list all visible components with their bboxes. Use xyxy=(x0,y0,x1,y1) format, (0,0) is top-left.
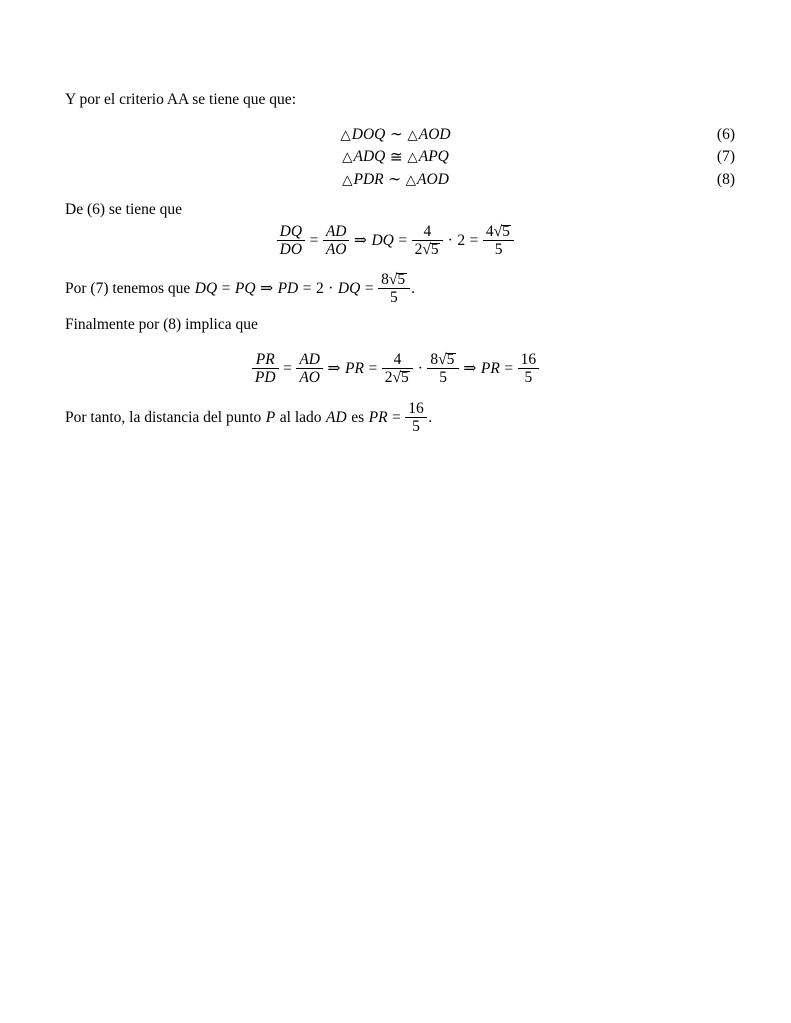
triangle-symbol: △ xyxy=(342,171,353,188)
variable-pr: PR xyxy=(345,360,364,377)
fraction-numerator xyxy=(378,271,410,288)
triangle-symbol: △ xyxy=(340,126,351,143)
equals-sign: = xyxy=(283,360,292,377)
coefficient: 2 xyxy=(384,369,393,386)
equals-sign: = xyxy=(392,409,401,426)
fraction-denominator: 5 xyxy=(483,240,515,258)
radicand: 5 xyxy=(502,223,510,240)
sqrt-radical xyxy=(494,223,512,240)
period: . xyxy=(411,280,415,297)
paragraph-text: Por (7) tenemos que xyxy=(65,280,191,297)
cdot-operator: · xyxy=(417,360,423,377)
portanto-paragraph xyxy=(65,398,432,437)
implies-arrow: ⇒ xyxy=(260,280,274,297)
similar-relation: ∼ xyxy=(388,171,402,189)
sqrt-radical xyxy=(422,241,440,258)
fraction-denominator: PD xyxy=(252,368,279,386)
numbered-equation-7 xyxy=(0,146,791,168)
equals-sign: = xyxy=(469,232,479,249)
fraction-numerator: 16 xyxy=(408,400,424,417)
radicand: 5 xyxy=(397,271,406,288)
equals-sign: = xyxy=(398,232,408,249)
fraction-pr-pd xyxy=(252,351,279,386)
fraction-numerator xyxy=(483,223,515,240)
paragraph-text: es xyxy=(351,409,365,426)
fraction-denominator: 5 xyxy=(405,417,427,435)
equals-sign: = xyxy=(368,360,378,377)
fraction-numerator: 4 xyxy=(423,223,432,240)
fraction-4sqrt5-over-5 xyxy=(483,223,515,258)
sqrt-radical xyxy=(438,351,456,368)
radicand: 5 xyxy=(430,241,439,258)
numbered-equation-8 xyxy=(0,169,791,191)
fraction-numerator: AD xyxy=(299,351,320,368)
variable-ad: AD xyxy=(326,409,347,426)
numbered-equation-6 xyxy=(0,124,791,146)
display-equation-pr xyxy=(0,348,791,389)
fraction-numerator: AD xyxy=(325,223,347,240)
equation-rhs xyxy=(406,170,449,190)
radical-sign-icon: √ xyxy=(388,271,398,288)
sqrt-radical xyxy=(389,271,407,288)
equation-lhs-letters: PDR xyxy=(353,170,384,188)
fraction-16-over-5 xyxy=(405,400,427,435)
fraction-denominator: AO xyxy=(296,368,323,386)
por7-paragraph xyxy=(65,268,415,309)
fraction-denominator: DO xyxy=(277,240,305,258)
fraction-8sqrt5-over-5 xyxy=(427,351,459,386)
variable-dq: DQ xyxy=(194,280,218,297)
variable-dq: DQ xyxy=(337,280,361,297)
equation-number: (8) xyxy=(716,170,735,188)
equation-lhs-letters: ADQ xyxy=(353,148,386,166)
equation-lhs xyxy=(340,125,385,145)
sqrt-radical xyxy=(392,369,410,386)
cdot-operator: · xyxy=(328,280,334,297)
similar-relation: ∼ xyxy=(389,126,403,144)
radical-sign-icon: √ xyxy=(493,223,503,240)
variable-dq: DQ xyxy=(371,232,394,249)
fraction-numerator: 4 xyxy=(393,351,402,368)
implies-arrow: ⇒ xyxy=(463,360,477,377)
radical-sign-icon: √ xyxy=(422,241,431,258)
fraction-numerator: PR xyxy=(255,351,275,368)
radicand: 5 xyxy=(400,369,409,386)
variable-pq: PQ xyxy=(234,280,256,297)
period: . xyxy=(428,409,433,426)
fraction-4-over-2sqrt5 xyxy=(382,351,414,386)
equation-rhs-letters: AOD xyxy=(417,170,449,188)
fraction-numerator xyxy=(427,351,459,368)
implies-arrow: ⇒ xyxy=(327,360,341,377)
coefficient: 4 xyxy=(485,223,494,240)
de6-paragraph: De (6) se tiene que xyxy=(65,201,183,218)
variable-pr: PR xyxy=(480,360,500,377)
fraction-denominator xyxy=(382,368,414,386)
fraction-8sqrt5-over-5 xyxy=(378,271,410,306)
fraction-denominator: 5 xyxy=(427,368,459,386)
paragraph-text: al lado xyxy=(279,409,322,426)
factor-2: 2 xyxy=(316,280,324,297)
equals-sign: = xyxy=(364,280,374,297)
triangle-symbol: △ xyxy=(405,171,417,188)
radicand: 5 xyxy=(446,351,455,368)
factor-2: 2 xyxy=(457,232,466,249)
equation-lhs-letters: DOQ xyxy=(351,125,386,143)
equation-rhs xyxy=(407,125,450,145)
fraction-dq-do xyxy=(277,223,305,258)
variable-pr: PR xyxy=(368,409,388,426)
equation-lhs xyxy=(342,147,385,167)
radical-sign-icon: √ xyxy=(392,369,401,386)
variable-pd: PD xyxy=(277,280,299,297)
equation-rhs-letters: APQ xyxy=(418,148,449,166)
equation-rhs xyxy=(407,147,449,167)
intro-paragraph: Y por el criterio AA se tiene que que: xyxy=(65,91,296,108)
equation-rhs-letters: AOD xyxy=(418,125,451,143)
fraction-denominator: AO xyxy=(323,240,350,258)
equation-lhs xyxy=(342,170,384,190)
variable-p: P xyxy=(265,409,276,426)
triangle-symbol: △ xyxy=(342,149,353,166)
fraction-denominator: 5 xyxy=(518,368,540,386)
fraction-ad-ao xyxy=(296,351,323,386)
equals-sign: = xyxy=(504,360,514,377)
coefficient: 8 xyxy=(430,351,439,368)
finalmente-paragraph: Finalmente por (8) implica que xyxy=(65,316,258,333)
coefficient: 8 xyxy=(381,271,389,288)
fraction-ad-ao xyxy=(323,223,350,258)
equals-sign: = xyxy=(221,280,231,297)
coefficient: 2 xyxy=(414,241,423,258)
fraction-numerator: 16 xyxy=(520,351,537,368)
triangle-symbol: △ xyxy=(407,126,418,143)
implies-arrow: ⇒ xyxy=(353,232,367,249)
congruent-relation: ≅ xyxy=(389,148,403,166)
fraction-4-over-2sqrt5 xyxy=(412,223,444,258)
fraction-16-over-5 xyxy=(518,351,540,386)
paragraph-text: Por tanto, la distancia del punto xyxy=(65,409,262,426)
equals-sign: = xyxy=(309,232,319,249)
display-equation-dq xyxy=(0,220,791,261)
fraction-numerator: DQ xyxy=(279,223,303,240)
fraction-denominator xyxy=(412,240,444,258)
fraction-denominator: 5 xyxy=(378,288,410,306)
equals-sign: = xyxy=(302,280,312,297)
radical-sign-icon: √ xyxy=(438,351,447,368)
equation-number: (7) xyxy=(716,148,735,165)
triangle-symbol: △ xyxy=(407,149,418,166)
cdot-operator: · xyxy=(447,232,453,249)
equation-number: (6) xyxy=(716,125,735,143)
